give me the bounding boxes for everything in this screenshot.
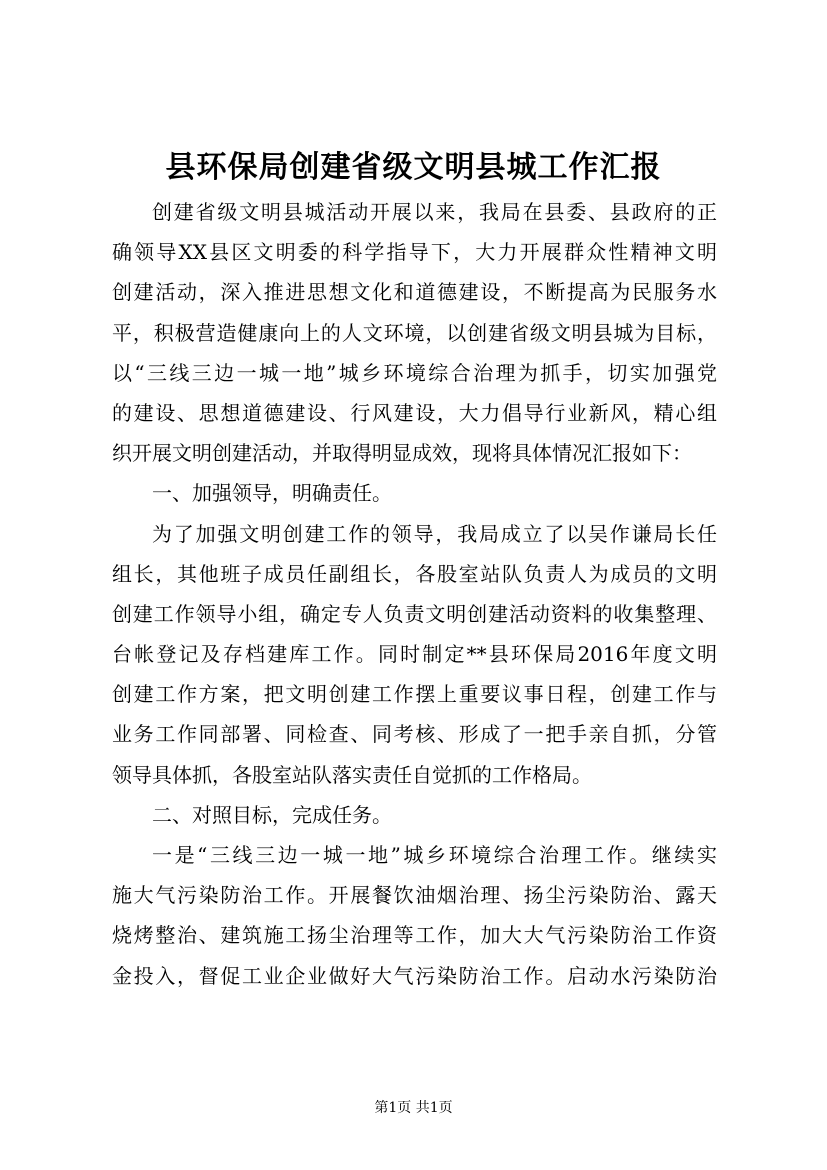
text-line: 为了加强文明创建工作的领导，我局成立了以吴作谦局长任 [152, 521, 717, 546]
text-line: 组长，其他班子成员任副组长，各股室站队负责人为成员的文明 [112, 561, 717, 586]
text-line: 创建活动，深入推进思想文化和道德建设，不断提高为民服务水 [112, 280, 717, 305]
document-title: 县环保局创建省级文明县城工作汇报 [165, 150, 662, 185]
text-line: 创建工作领导小组，确定专人负责文明创建活动资料的收集整理、 [112, 601, 717, 626]
text-line: 台帐登记及存档建库工作。同时制定**县环保局2016年度文明 [112, 642, 717, 667]
text-line: 一是“三线三边一城一地”城乡环境综合治理工作。继续实 [152, 843, 717, 867]
text-line: 一、加强领导，明确责任。 [152, 481, 392, 506]
text-line: 金投入，督促工业企业做好大气污染防治工作。启动水污染防治 [112, 963, 717, 988]
text-line: 二、对照目标，完成任务。 [152, 802, 392, 827]
page-footer: 第1页 共1页 [374, 1100, 453, 1116]
text-line: 领导具体抓，各股室站队落实责任自觉抓的工作格局。 [112, 762, 592, 787]
document-body [112, 192, 717, 996]
text-line: 创建工作方案，把文明创建工作摆上重要议事日程，创建工作与 [112, 682, 717, 707]
text-line: 平，积极营造健康向上的人文环境，以创建省级文明县城为目标， [112, 320, 717, 345]
text-line: 的建设、思想道德建设、行风建设，大力倡导行业新风，精心组 [112, 400, 717, 425]
text-line: 创建省级文明县城活动开展以来，我局在县委、县政府的正 [152, 200, 717, 224]
text-line: 烧烤整治、建筑施工扬尘治理等工作，加大大气污染防治工作资 [112, 923, 717, 948]
text-line: 以“三线三边一城一地”城乡环境综合治理为抓手，切实加强党 [112, 360, 717, 385]
text-line: 施大气污染防治工作。开展餐饮油烟治理、扬尘污染防治、露天 [112, 883, 717, 908]
text-line: 织开展文明创建活动，并取得明显成效，现将具体情况汇报如下： [112, 441, 692, 466]
text-line: 确领导XX县区文明委的科学指导下，大力开展群众性精神文明 [112, 240, 717, 265]
text-line: 业务工作同部署、同检查、同考核、形成了一把手亲自抓，分管 [112, 722, 717, 747]
